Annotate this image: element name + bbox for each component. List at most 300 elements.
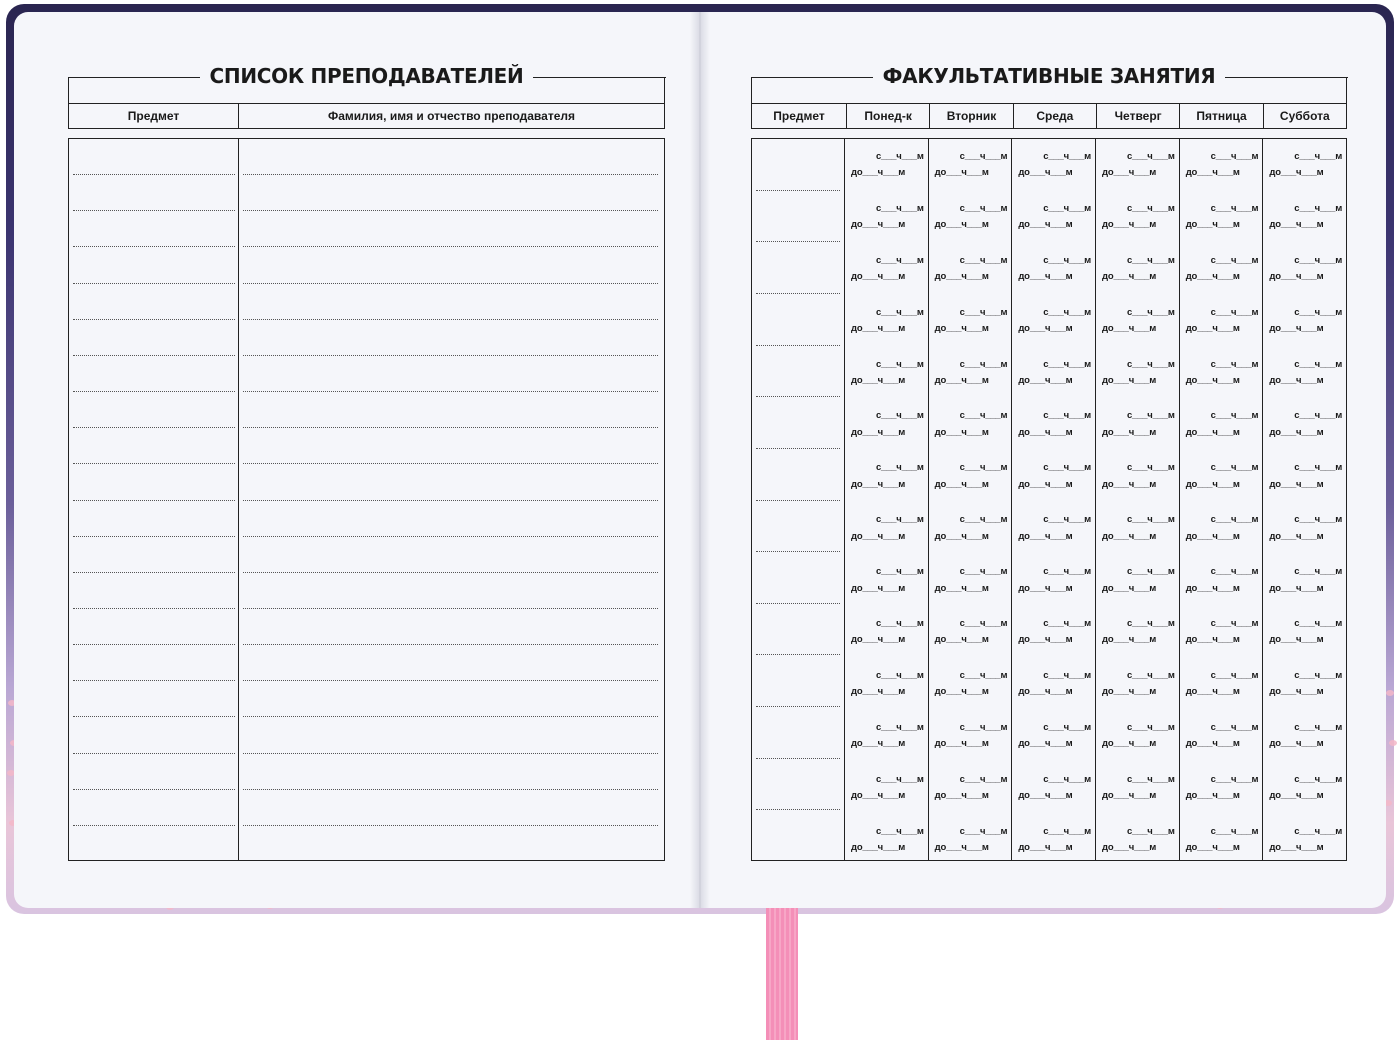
- writing-line: [73, 716, 235, 717]
- cherry-blossom-decoration: [1386, 690, 1394, 696]
- slot-end-time: до___ч___м: [1185, 530, 1240, 542]
- slot-start-time: с___ч___м: [875, 306, 924, 318]
- slot-start-time: с___ч___м: [1126, 825, 1175, 837]
- writing-line: [243, 355, 658, 356]
- time-slot[interactable]: [1012, 243, 1095, 295]
- slot-end-time: до___ч___м: [851, 582, 906, 594]
- slot-start-time: с___ч___м: [1294, 773, 1343, 785]
- time-slot[interactable]: [1012, 139, 1095, 191]
- time-slot[interactable]: [1096, 295, 1179, 347]
- slot-start-time: с___ч___м: [1294, 306, 1343, 318]
- column-friday: Пятница: [1179, 104, 1262, 128]
- slot-start-time: с___ч___м: [959, 566, 1008, 578]
- slot-start-time: с___ч___м: [1294, 825, 1343, 837]
- time-slot[interactable]: [1096, 191, 1179, 243]
- slot-end-time: до___ч___м: [1185, 375, 1240, 386]
- time-slot[interactable]: [1180, 502, 1263, 554]
- slot-end-time: до___ч___м: [1269, 530, 1324, 542]
- slot-end-time: до___ч___м: [934, 842, 989, 854]
- time-slot[interactable]: [1263, 243, 1346, 295]
- time-slot[interactable]: [1180, 191, 1263, 243]
- slot-end-time: до___ч___м: [851, 167, 906, 179]
- slot-start-time: с___ч___м: [875, 254, 924, 266]
- slot-end-time: до___ч___м: [934, 686, 989, 698]
- slot-start-time: с___ч___м: [1294, 462, 1343, 474]
- time-slot[interactable]: [1263, 658, 1346, 710]
- time-slot[interactable]: [1096, 398, 1179, 450]
- slot-start-time: с___ч___м: [1126, 150, 1175, 162]
- slot-end-time: до___ч___м: [851, 738, 906, 750]
- time-slot[interactable]: [929, 554, 1012, 606]
- writing-line: [73, 319, 235, 320]
- time-slot[interactable]: [1180, 606, 1263, 658]
- time-slot[interactable]: [1263, 554, 1346, 606]
- slot-end-time: до___ч___м: [1018, 582, 1073, 594]
- slot-end-time: до___ч___м: [1269, 426, 1324, 438]
- slot-start-time: с___ч___м: [1126, 410, 1175, 422]
- writing-line: [243, 716, 658, 717]
- time-slot[interactable]: [1180, 295, 1263, 347]
- time-slot[interactable]: [845, 502, 928, 554]
- writing-line: [243, 283, 658, 284]
- slot-end-time: до___ч___м: [1269, 478, 1324, 490]
- slot-end-time: до___ч___м: [1185, 478, 1240, 490]
- slot-end-time: до___ч___м: [1018, 323, 1073, 335]
- cherry-blossom-decoration: [1389, 740, 1397, 746]
- time-slot[interactable]: [1096, 139, 1179, 191]
- slot-start-time: с___ч___м: [959, 721, 1008, 733]
- time-slot[interactable]: [845, 606, 928, 658]
- slot-start-time: с___ч___м: [1126, 566, 1175, 578]
- writing-line: [73, 391, 235, 392]
- slot-end-time: до___ч___м: [1269, 323, 1324, 335]
- slot-end-time: до___ч___м: [1269, 686, 1324, 698]
- time-slot[interactable]: [1263, 606, 1346, 658]
- slot-end-time: до___ч___м: [851, 634, 906, 646]
- slot-start-time: с___ч___м: [1210, 669, 1259, 681]
- slot-end-time: до___ч___м: [1018, 738, 1073, 750]
- time-slot[interactable]: [1012, 191, 1095, 243]
- time-slot[interactable]: [845, 554, 928, 606]
- slot-start-time: с___ч___м: [959, 306, 1008, 318]
- slot-start-time: с___ч___м: [1126, 358, 1175, 370]
- time-slot[interactable]: [1263, 450, 1346, 502]
- slot-start-time: с___ч___м: [1210, 462, 1259, 474]
- writing-line: [73, 174, 235, 175]
- slot-end-time: до___ч___м: [851, 375, 906, 386]
- slot-end-time: до___ч___м: [1102, 167, 1157, 179]
- time-slot[interactable]: [1096, 606, 1179, 658]
- slot-end-time: до___ч___м: [1018, 530, 1073, 542]
- slot-start-time: с___ч___м: [875, 617, 924, 629]
- writing-line: [73, 283, 235, 284]
- slot-start-time: с___ч___м: [1043, 358, 1092, 370]
- writing-line: [243, 572, 658, 573]
- column-subject: Предмет: [773, 109, 825, 123]
- column-saturday: Суббота: [1263, 104, 1346, 128]
- subject-line: [756, 809, 840, 810]
- slot-start-time: с___ч___м: [875, 669, 924, 681]
- slot-start-time: с___ч___м: [959, 825, 1008, 837]
- column-monday: Понед-к: [846, 104, 929, 128]
- time-slot[interactable]: [845, 191, 928, 243]
- slot-end-time: до___ч___м: [1185, 634, 1240, 646]
- slot-start-time: с___ч___м: [1043, 150, 1092, 162]
- electives-grid[interactable]: [751, 138, 1347, 861]
- subject-line: [756, 293, 840, 294]
- slot-start-time: с___ч___м: [959, 462, 1008, 474]
- slot-end-time: до___ч___м: [851, 323, 906, 335]
- time-slot[interactable]: [1180, 710, 1263, 762]
- writing-line: [73, 427, 235, 428]
- day-column: [1095, 139, 1179, 860]
- slot-start-time: с___ч___м: [1210, 254, 1259, 266]
- slot-start-time: с___ч___м: [959, 358, 1008, 370]
- slot-start-time: с___ч___м: [1043, 617, 1092, 629]
- time-slot[interactable]: [1012, 347, 1095, 399]
- slot-start-time: с___ч___м: [875, 514, 924, 526]
- slot-start-time: с___ч___м: [1210, 514, 1259, 526]
- slot-start-time: с___ч___м: [1043, 410, 1092, 422]
- slot-end-time: до___ч___м: [1102, 738, 1157, 750]
- time-slot[interactable]: [1012, 450, 1095, 502]
- slot-end-time: до___ч___м: [1102, 375, 1157, 386]
- slot-start-time: с___ч___м: [1294, 669, 1343, 681]
- writing-line: [73, 536, 235, 537]
- slot-start-time: с___ч___м: [875, 773, 924, 785]
- slot-start-time: с___ч___м: [1210, 825, 1259, 837]
- slot-end-time: до___ч___м: [934, 478, 989, 490]
- time-slot[interactable]: [929, 710, 1012, 762]
- time-slot[interactable]: [1012, 295, 1095, 347]
- writing-line: [243, 753, 658, 754]
- column-teacher-name: Фамилия, имя и отчество преподавателя: [238, 104, 664, 128]
- notebook-spine: [690, 12, 710, 908]
- slot-start-time: с___ч___м: [1294, 150, 1343, 162]
- slot-start-time: с___ч___м: [1043, 306, 1092, 318]
- slot-end-time: до___ч___м: [1102, 219, 1157, 231]
- slot-end-time: до___ч___м: [1018, 375, 1073, 386]
- time-slot[interactable]: [1180, 139, 1263, 191]
- time-slot[interactable]: [1096, 502, 1179, 554]
- subject-line: [756, 500, 840, 501]
- subject-line: [756, 448, 840, 449]
- slot-end-time: до___ч___м: [934, 323, 989, 335]
- time-slot[interactable]: [1180, 347, 1263, 399]
- time-slot[interactable]: [929, 243, 1012, 295]
- slot-end-time: до___ч___м: [1018, 219, 1073, 231]
- time-slot[interactable]: [1263, 191, 1346, 243]
- slot-start-time: с___ч___м: [875, 410, 924, 422]
- slot-start-time: с___ч___м: [1126, 617, 1175, 629]
- slot-end-time: до___ч___м: [934, 738, 989, 750]
- day-column: [844, 139, 928, 860]
- slot-end-time: до___ч___м: [934, 271, 989, 283]
- time-slot[interactable]: [1180, 762, 1263, 814]
- slot-start-time: с___ч___м: [1043, 825, 1092, 837]
- time-slot[interactable]: [1180, 450, 1263, 502]
- time-slot[interactable]: [1012, 398, 1095, 450]
- time-slot[interactable]: [1180, 814, 1263, 866]
- slot-end-time: до___ч___м: [1185, 842, 1240, 854]
- time-slot[interactable]: [1263, 347, 1346, 399]
- time-slot[interactable]: [1263, 398, 1346, 450]
- column-divider: [238, 139, 239, 860]
- day-column: [928, 139, 1012, 860]
- writing-line: [243, 536, 658, 537]
- slot-end-time: до___ч___м: [1102, 426, 1157, 438]
- slot-start-time: с___ч___м: [1210, 202, 1259, 214]
- slot-start-time: с___ч___м: [959, 202, 1008, 214]
- slot-start-time: с___ч___м: [1210, 617, 1259, 629]
- subject-line: [756, 190, 840, 191]
- slot-start-time: с___ч___м: [875, 462, 924, 474]
- teachers-table[interactable]: [68, 138, 665, 861]
- writing-line: [73, 825, 235, 826]
- slot-start-time: с___ч___м: [1126, 773, 1175, 785]
- slot-end-time: до___ч___м: [851, 842, 906, 854]
- slot-end-time: до___ч___м: [851, 426, 906, 438]
- subject-line: [756, 758, 840, 759]
- writing-line: [243, 319, 658, 320]
- time-slot[interactable]: [1096, 710, 1179, 762]
- subject-line: [756, 603, 840, 604]
- slot-end-time: до___ч___м: [1185, 323, 1240, 335]
- time-slot[interactable]: [1263, 295, 1346, 347]
- slot-start-time: с___ч___м: [1294, 617, 1343, 629]
- slot-end-time: до___ч___м: [1102, 842, 1157, 854]
- writing-line: [243, 608, 658, 609]
- slot-start-time: с___ч___м: [875, 150, 924, 162]
- slot-end-time: до___ч___м: [851, 219, 906, 231]
- time-slot[interactable]: [1096, 243, 1179, 295]
- slot-start-time: с___ч___м: [1043, 202, 1092, 214]
- time-slot[interactable]: [1263, 814, 1346, 866]
- writing-line: [243, 391, 658, 392]
- electives-title: ФАКУЛЬТАТИВНЫЕ ЗАНЯТИЯ: [873, 64, 1226, 88]
- slot-start-time: с___ч___м: [959, 254, 1008, 266]
- slot-start-time: с___ч___м: [1294, 202, 1343, 214]
- slot-start-time: с___ч___м: [875, 202, 924, 214]
- time-slot[interactable]: [929, 606, 1012, 658]
- time-slot[interactable]: [1096, 347, 1179, 399]
- slot-end-time: до___ч___м: [1102, 686, 1157, 698]
- writing-line: [73, 463, 235, 464]
- slot-end-time: до___ч___м: [934, 167, 989, 179]
- slot-start-time: с___ч___м: [1210, 150, 1259, 162]
- time-slot[interactable]: [845, 450, 928, 502]
- slot-end-time: до___ч___м: [1018, 842, 1073, 854]
- time-slot[interactable]: [845, 398, 928, 450]
- slot-end-time: до___ч___м: [1018, 686, 1073, 698]
- slot-end-time: до___ч___м: [934, 426, 989, 438]
- time-slot[interactable]: [929, 762, 1012, 814]
- writing-line: [243, 825, 658, 826]
- day-column: [1011, 139, 1095, 860]
- slot-end-time: до___ч___м: [934, 790, 989, 802]
- time-slot[interactable]: [1012, 554, 1095, 606]
- slot-end-time: до___ч___м: [1185, 167, 1240, 179]
- slot-start-time: с___ч___м: [1210, 721, 1259, 733]
- slot-end-time: до___ч___м: [1018, 426, 1073, 438]
- column-tuesday: Вторник: [929, 104, 1012, 128]
- slot-start-time: с___ч___м: [1210, 410, 1259, 422]
- slot-start-time: с___ч___м: [1294, 358, 1343, 370]
- time-slot[interactable]: [1012, 814, 1095, 866]
- slot-end-time: до___ч___м: [851, 686, 906, 698]
- time-slot[interactable]: [929, 502, 1012, 554]
- time-slot[interactable]: [1096, 814, 1179, 866]
- writing-line: [73, 608, 235, 609]
- time-slot[interactable]: [1180, 658, 1263, 710]
- writing-line: [73, 210, 235, 211]
- slot-start-time: с___ч___м: [1043, 514, 1092, 526]
- subject-line: [756, 396, 840, 397]
- slot-start-time: с___ч___м: [959, 150, 1008, 162]
- time-slot[interactable]: [845, 295, 928, 347]
- time-slot[interactable]: [845, 347, 928, 399]
- slot-start-time: с___ч___м: [875, 566, 924, 578]
- slot-end-time: до___ч___м: [1269, 790, 1324, 802]
- slot-end-time: до___ч___м: [1269, 582, 1324, 594]
- day-column: [1179, 139, 1263, 860]
- time-slot[interactable]: [1012, 710, 1095, 762]
- time-slot[interactable]: [1012, 606, 1095, 658]
- time-slot[interactable]: [1263, 710, 1346, 762]
- subject-column[interactable]: [752, 139, 844, 860]
- slot-start-time: с___ч___м: [1294, 514, 1343, 526]
- column-subject: Предмет: [127, 109, 180, 123]
- slot-end-time: до___ч___м: [1185, 219, 1240, 231]
- time-slot[interactable]: [845, 243, 928, 295]
- writing-line: [243, 680, 658, 681]
- slot-start-time: с___ч___м: [959, 669, 1008, 681]
- day-column: [1262, 139, 1346, 860]
- time-slot[interactable]: [929, 450, 1012, 502]
- subject-line: [756, 654, 840, 655]
- writing-line: [73, 789, 235, 790]
- electives-header: [751, 64, 1347, 129]
- time-slot[interactable]: [929, 814, 1012, 866]
- slot-end-time: до___ч___м: [934, 530, 989, 542]
- slot-end-time: до___ч___м: [1102, 790, 1157, 802]
- slot-end-time: до___ч___м: [934, 634, 989, 646]
- slot-end-time: до___ч___м: [1269, 842, 1324, 854]
- time-slot[interactable]: [929, 139, 1012, 191]
- time-slot[interactable]: [1096, 762, 1179, 814]
- slot-start-time: с___ч___м: [875, 721, 924, 733]
- slot-start-time: с___ч___м: [1126, 462, 1175, 474]
- slot-end-time: до___ч___м: [1269, 375, 1324, 386]
- writing-line: [243, 427, 658, 428]
- slot-end-time: до___ч___м: [1018, 271, 1073, 283]
- time-slot[interactable]: [929, 347, 1012, 399]
- column-wednesday: Среда: [1013, 104, 1096, 128]
- teachers-title: СПИСОК ПРЕПОДАВАТЕЛЕЙ: [200, 64, 534, 88]
- slot-end-time: до___ч___м: [1185, 686, 1240, 698]
- writing-line: [243, 210, 658, 211]
- column-thursday: Четверг: [1096, 104, 1179, 128]
- slot-end-time: до___ч___м: [1018, 478, 1073, 490]
- slot-start-time: с___ч___м: [1294, 721, 1343, 733]
- slot-start-time: с___ч___м: [1294, 254, 1343, 266]
- time-slot[interactable]: [929, 658, 1012, 710]
- slot-start-time: с___ч___м: [1043, 669, 1092, 681]
- writing-line: [73, 753, 235, 754]
- slot-start-time: с___ч___м: [959, 617, 1008, 629]
- slot-end-time: до___ч___м: [1185, 738, 1240, 750]
- bookmark-ribbon: [766, 905, 798, 1040]
- slot-start-time: с___ч___м: [1126, 202, 1175, 214]
- slot-end-time: до___ч___м: [851, 790, 906, 802]
- time-slot[interactable]: [1180, 398, 1263, 450]
- slot-start-time: с___ч___м: [1210, 566, 1259, 578]
- slot-end-time: до___ч___м: [1018, 167, 1073, 179]
- subject-line: [756, 241, 840, 242]
- slot-end-time: до___ч___м: [1269, 738, 1324, 750]
- writing-line: [243, 463, 658, 464]
- slot-end-time: до___ч___м: [1102, 582, 1157, 594]
- time-slot[interactable]: [845, 658, 928, 710]
- writing-line: [243, 644, 658, 645]
- writing-line: [73, 572, 235, 573]
- slot-start-time: с___ч___м: [1294, 566, 1343, 578]
- time-slot[interactable]: [929, 398, 1012, 450]
- writing-line: [243, 500, 658, 501]
- slot-end-time: до___ч___м: [851, 530, 906, 542]
- time-slot[interactable]: [1096, 450, 1179, 502]
- slot-start-time: с___ч___м: [1126, 306, 1175, 318]
- time-slot[interactable]: [1263, 762, 1346, 814]
- time-slot[interactable]: [845, 762, 928, 814]
- time-slot[interactable]: [1096, 554, 1179, 606]
- time-slot[interactable]: [929, 295, 1012, 347]
- slot-end-time: до___ч___м: [1018, 634, 1073, 646]
- slot-end-time: до___ч___м: [851, 478, 906, 490]
- writing-line: [73, 644, 235, 645]
- slot-start-time: с___ч___м: [1126, 721, 1175, 733]
- slot-start-time: с___ч___м: [1043, 254, 1092, 266]
- time-slot[interactable]: [1012, 762, 1095, 814]
- time-slot[interactable]: [1012, 658, 1095, 710]
- slot-start-time: с___ч___м: [1210, 773, 1259, 785]
- slot-start-time: с___ч___м: [959, 773, 1008, 785]
- slot-end-time: до___ч___м: [934, 375, 989, 386]
- writing-line: [243, 789, 658, 790]
- time-slot[interactable]: [1263, 139, 1346, 191]
- time-slot[interactable]: [1012, 502, 1095, 554]
- slot-start-time: с___ч___м: [959, 514, 1008, 526]
- time-slot[interactable]: [845, 139, 928, 191]
- time-slot[interactable]: [1180, 554, 1263, 606]
- slot-start-time: с___ч___м: [1126, 514, 1175, 526]
- time-slot[interactable]: [1180, 243, 1263, 295]
- writing-line: [243, 246, 658, 247]
- slot-end-time: до___ч___м: [934, 582, 989, 594]
- slot-end-time: до___ч___м: [1102, 323, 1157, 335]
- slot-start-time: с___ч___м: [1294, 410, 1343, 422]
- writing-line: [73, 246, 235, 247]
- time-slot[interactable]: [845, 814, 928, 866]
- slot-end-time: до___ч___м: [1102, 478, 1157, 490]
- time-slot[interactable]: [845, 710, 928, 762]
- time-slot[interactable]: [1096, 658, 1179, 710]
- slot-end-time: до___ч___м: [1269, 219, 1324, 231]
- time-slot[interactable]: [1263, 502, 1346, 554]
- slot-end-time: до___ч___м: [851, 271, 906, 283]
- time-slot[interactable]: [929, 191, 1012, 243]
- writing-line: [73, 500, 235, 501]
